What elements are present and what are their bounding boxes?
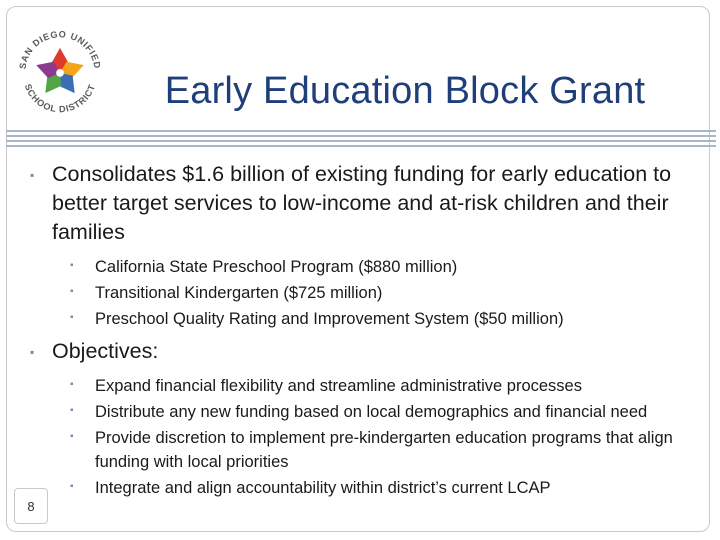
bullet-objectives bbox=[30, 337, 700, 366]
sub-bullet-marker-icon: ▪ bbox=[70, 312, 74, 323]
sub-bullet-text: Integrate and align accountability within district’s current LCAP bbox=[95, 479, 551, 497]
sub-bullet-text: Transitional Kindergarten ($725 million) bbox=[95, 284, 383, 302]
bullet-text: Objectives: bbox=[52, 339, 159, 363]
sub-bullet-text: Provide discretion to implement pre-kindergarten education programs that align funding with local priorities bbox=[95, 429, 673, 471]
district-logo bbox=[12, 22, 108, 118]
sub-bullet bbox=[30, 400, 700, 424]
sub-bullet-text: Expand financial flexibility and streamline administrative processes bbox=[95, 377, 582, 395]
page-number: 8 bbox=[14, 488, 48, 524]
sub-bullet bbox=[30, 307, 700, 331]
bullet-list bbox=[30, 160, 700, 500]
slide-title: Early Education Block Grant bbox=[164, 70, 646, 112]
logo-star-center bbox=[56, 69, 64, 77]
sub-bullet bbox=[30, 476, 700, 500]
sub-bullet-marker-icon: ▪ bbox=[70, 405, 74, 416]
bullet-marker-icon: ▪ bbox=[30, 168, 35, 182]
sub-bullet-marker-icon: ▪ bbox=[70, 481, 74, 492]
logo-text-top: SAN DIEGO UNIFIED bbox=[17, 29, 103, 70]
sub-bullet bbox=[30, 426, 700, 474]
sub-bullet bbox=[30, 255, 700, 279]
sub-bullet bbox=[30, 281, 700, 305]
sub-bullet-text: Preschool Quality Rating and Improvement System ($50 million) bbox=[95, 310, 564, 328]
logo-text-bottom: SCHOOL DISTRICT bbox=[22, 82, 98, 115]
sub-bullet bbox=[30, 374, 700, 398]
sub-bullet-marker-icon: ▪ bbox=[70, 286, 74, 297]
sub-bullet-marker-icon: ▪ bbox=[70, 431, 74, 442]
sub-bullet-text: Distribute any new funding based on local demographics and financial need bbox=[95, 403, 648, 421]
bullet-consolidates bbox=[30, 160, 700, 247]
sub-bullet-marker-icon: ▪ bbox=[70, 379, 74, 390]
sub-bullet-marker-icon: ▪ bbox=[70, 260, 74, 271]
sub-bullet-text: California State Preschool Program ($880 million) bbox=[95, 258, 458, 276]
bullet-marker-icon: ▪ bbox=[30, 345, 35, 359]
title-divider bbox=[6, 130, 716, 148]
svg-text:SCHOOL DISTRICT bbox=[23, 83, 97, 115]
bullet-text: Consolidates $1.6 billion of existing funding for early education to better target services to low-income and at-risk children and their families bbox=[52, 162, 672, 244]
